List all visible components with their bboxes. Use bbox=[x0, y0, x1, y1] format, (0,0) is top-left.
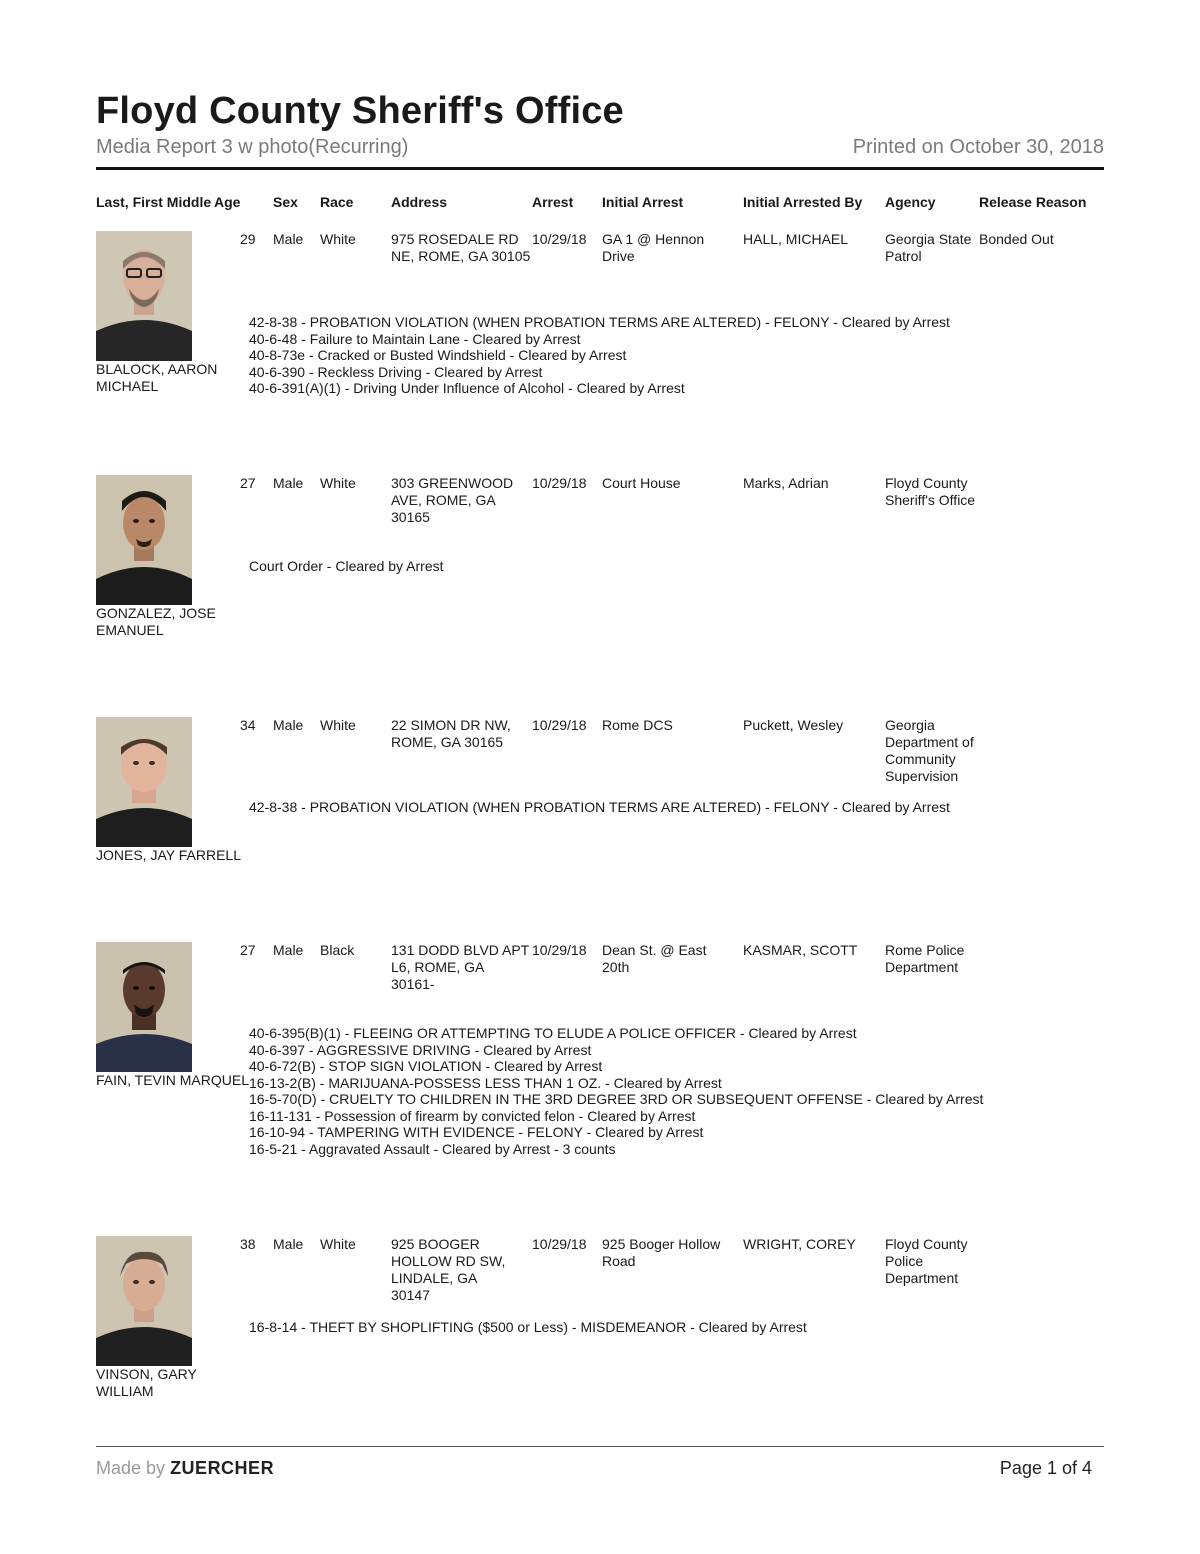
agency: Rome Police Department bbox=[885, 942, 965, 975]
booking-photo bbox=[96, 1236, 192, 1366]
inmate-name: BLALOCK, AARON MICHAEL bbox=[96, 361, 218, 394]
col-race: Race bbox=[320, 194, 354, 210]
report-title: Floyd County Sheriff's Office bbox=[96, 90, 624, 132]
printed-date: Printed on October 30, 2018 bbox=[852, 136, 1104, 158]
sex: Male bbox=[273, 717, 304, 733]
address: 925 BOOGER HOLLOW RD SW, LINDALE, GA 30147 bbox=[391, 1236, 506, 1303]
charges-list bbox=[249, 799, 950, 816]
page-number: Page 1 of 4 bbox=[999, 1458, 1092, 1478]
arrested-by: Puckett, Wesley bbox=[743, 717, 844, 733]
age: 27 bbox=[240, 942, 256, 958]
agency: Floyd County Police Department bbox=[885, 1236, 968, 1286]
arrested-by: HALL, MICHAEL bbox=[743, 231, 849, 247]
initial-arrest: Dean St. @ East 20th bbox=[602, 942, 707, 975]
col-sex: Sex bbox=[273, 194, 298, 210]
charge-item: 16-10-94 - TAMPERING WITH EVIDENCE - FELONY - Cleared by Arrest bbox=[249, 1124, 704, 1140]
footer-credit bbox=[96, 1458, 274, 1479]
col-initial-arrest: Initial Arrest bbox=[602, 194, 684, 210]
header-rule bbox=[96, 167, 1104, 170]
inmate-name: FAIN, TEVIN MARQUEL bbox=[96, 1072, 249, 1088]
age: 27 bbox=[240, 475, 256, 491]
age: 38 bbox=[240, 1236, 256, 1252]
charge-item: 42-8-38 - PROBATION VIOLATION (WHEN PROBATION TERMS ARE ALTERED) - FELONY - Cleared by Arrest bbox=[249, 799, 950, 815]
booking-photo bbox=[96, 475, 192, 605]
charges-list bbox=[249, 1319, 807, 1336]
inmate-name: JONES, JAY FARRELL bbox=[96, 847, 241, 863]
charge-item: 40-6-395(B)(1) - FLEEING OR ATTEMPTING TO ELUDE A POLICE OFFICER - Cleared by Arrest bbox=[249, 1025, 857, 1041]
agency: Georgia State Patrol bbox=[885, 231, 972, 264]
col-age: Age bbox=[214, 194, 241, 210]
charge-item: 40-6-390 - Reckless Driving - Cleared by Arrest bbox=[249, 363, 543, 380]
race: White bbox=[320, 231, 356, 247]
address: 22 SIMON DR NW, ROME, GA 30165 bbox=[391, 717, 511, 750]
booking-photo bbox=[96, 942, 192, 1072]
charge-item: 16-11-131 - Possession of firearm by convicted felon - Cleared by Arrest bbox=[249, 1107, 696, 1124]
address: 975 ROSEDALE RD NE, ROME, GA 30105 bbox=[391, 231, 531, 264]
charge-item: 40-6-397 - AGGRESSIVE DRIVING - Cleared by Arrest bbox=[249, 1041, 592, 1058]
initial-arrest: GA 1 @ Hennon Drive bbox=[602, 231, 705, 264]
col-release-reason: Release Reason bbox=[979, 194, 1087, 210]
race: White bbox=[320, 475, 356, 491]
initial-arrest: 925 Booger Hollow Road bbox=[602, 1236, 721, 1269]
booking-photo bbox=[96, 717, 192, 847]
charge-item: 40-8-73e - Cracked or Busted Windshield - Cleared by Arrest bbox=[249, 347, 627, 363]
made-by-text: Made by bbox=[96, 1458, 166, 1478]
charges-list bbox=[249, 314, 950, 397]
charges-list bbox=[249, 558, 444, 575]
agency: Georgia Department of Community Supervision bbox=[885, 717, 974, 784]
charges-list bbox=[249, 1025, 983, 1157]
arrest-date: 10/29/18 bbox=[532, 1236, 587, 1252]
arrest-date: 10/29/18 bbox=[532, 475, 587, 491]
charge-item: 40-6-48 - Failure to Maintain Lane - Cleared by Arrest bbox=[249, 330, 581, 347]
footer-rule bbox=[96, 1446, 1104, 1447]
arrest-date: 10/29/18 bbox=[532, 942, 587, 958]
arrested-by: KASMAR, SCOTT bbox=[743, 942, 858, 958]
race: White bbox=[320, 717, 356, 733]
report-subtitle: Media Report 3 w photo(Recurring) bbox=[96, 136, 409, 158]
inmate-name: GONZALEZ, JOSE EMANUEL bbox=[96, 605, 216, 638]
arrested-by: Marks, Adrian bbox=[743, 475, 829, 491]
col-arrested-by: Initial Arrested By bbox=[743, 194, 863, 210]
charge-item: 16-5-70(D) - CRUELTY TO CHILDREN IN THE 3RD DEGREE 3RD OR SUBSEQUENT OFFENSE - Cleared by Arrest bbox=[249, 1091, 984, 1107]
arrest-date: 10/29/18 bbox=[532, 717, 587, 733]
address: 303 GREENWOOD AVE, ROME, GA 30165 bbox=[391, 475, 514, 525]
sex: Male bbox=[273, 1236, 304, 1252]
arrested-by: WRIGHT, COREY bbox=[743, 1236, 856, 1252]
booking-photo bbox=[96, 231, 192, 361]
initial-arrest: Rome DCS bbox=[602, 717, 673, 733]
sex: Male bbox=[273, 475, 304, 491]
address: 131 DODD BLVD APT L6, ROME, GA 30161- bbox=[391, 942, 529, 992]
zuercher-logo: ZUERCHER bbox=[170, 1458, 275, 1478]
col-address: Address bbox=[391, 194, 448, 210]
charge-item: 42-8-38 - PROBATION VIOLATION (WHEN PROBATION TERMS ARE ALTERED) - FELONY - Cleared by Arrest bbox=[249, 314, 950, 330]
charge-item: Court Order - Cleared by Arrest bbox=[249, 558, 444, 574]
charge-item: 16-8-14 - THEFT BY SHOPLIFTING ($500 or Less) - MISDEMEANOR - Cleared by Arrest bbox=[249, 1319, 807, 1335]
release-reason: Bonded Out bbox=[979, 231, 1054, 247]
charge-item: 40-6-391(A)(1) - Driving Under Influence of Alcohol - Cleared by Arrest bbox=[249, 380, 685, 396]
col-agency: Agency bbox=[885, 194, 936, 210]
age: 34 bbox=[240, 717, 256, 733]
race: Black bbox=[320, 942, 355, 958]
sex: Male bbox=[273, 231, 304, 247]
col-arrest: Arrest bbox=[532, 194, 574, 210]
charge-item: 16-5-21 - Aggravated Assault - Cleared by Arrest - 3 counts bbox=[249, 1140, 616, 1157]
race: White bbox=[320, 1236, 356, 1252]
inmate-name: VINSON, GARY WILLIAM bbox=[96, 1366, 197, 1399]
col-name: Last, First Middle bbox=[96, 194, 212, 210]
initial-arrest: Court House bbox=[602, 475, 681, 491]
arrest-date: 10/29/18 bbox=[532, 231, 587, 247]
sex: Male bbox=[273, 942, 304, 958]
charge-item: 16-13-2(B) - MARIJUANA-POSSESS LESS THAN 1 OZ. - Cleared by Arrest bbox=[249, 1074, 722, 1091]
agency: Floyd County Sheriff's Office bbox=[885, 475, 976, 508]
age: 29 bbox=[240, 231, 256, 247]
charge-item: 40-6-72(B) - STOP SIGN VIOLATION - Cleared by Arrest bbox=[249, 1058, 603, 1074]
